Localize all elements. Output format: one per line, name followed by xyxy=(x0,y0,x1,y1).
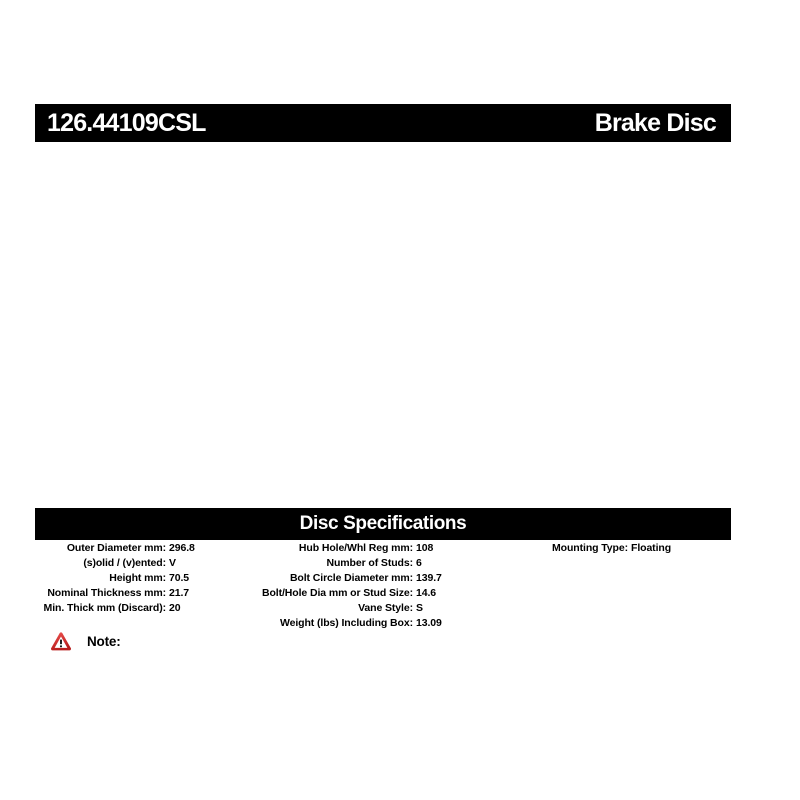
spec-row-nominal-thickness xyxy=(35,586,195,601)
warning-triangle-icon xyxy=(50,629,72,653)
spec-value: Floating xyxy=(631,542,672,554)
spec-label: Weight (lbs) Including Box: xyxy=(279,617,413,629)
spec-value: 70.5 xyxy=(169,572,190,584)
spec-row-number-of-studs xyxy=(230,556,442,571)
header-bar xyxy=(35,104,731,142)
spec-value: 20 xyxy=(169,602,181,614)
spec-value: 6 xyxy=(416,557,422,569)
spec-value: 14.6 xyxy=(416,587,437,599)
spec-value: 21.7 xyxy=(169,587,190,599)
spec-label: Number of Studs: xyxy=(326,557,413,569)
spec-column-left xyxy=(35,541,195,616)
spec-row-bolt-hole-dia xyxy=(230,586,442,601)
spec-row-height xyxy=(35,571,195,586)
spec-label: Height mm: xyxy=(109,572,166,584)
spec-value: V xyxy=(169,557,176,569)
spec-label: Nominal Thickness mm: xyxy=(47,587,166,599)
spec-label: Bolt/Hole Dia mm or Stud Size: xyxy=(261,587,413,599)
spec-title-bar xyxy=(35,508,731,540)
spec-label: Bolt Circle Diameter mm: xyxy=(289,572,413,584)
spec-label: Mounting Type: xyxy=(552,542,628,554)
spec-column-right xyxy=(520,541,671,556)
spec-row-outer-diameter xyxy=(35,541,195,556)
spec-label: Hub Hole/Whl Reg mm: xyxy=(298,542,413,554)
spec-row-vane-style xyxy=(230,601,442,616)
spec-label: Vane Style: xyxy=(358,602,413,614)
spec-value: 139.7 xyxy=(416,572,442,584)
spec-value: S xyxy=(416,602,423,614)
spec-row-bolt-circle-diameter xyxy=(230,571,442,586)
spec-row-weight xyxy=(230,616,442,631)
spec-label: Min. Thick mm (Discard): xyxy=(43,602,166,614)
spec-label: Outer Diameter mm: xyxy=(66,542,166,554)
part-number: 126.44109CSL xyxy=(47,108,206,137)
spec-title: Disc Specifications xyxy=(299,513,467,534)
spec-row-solid-vented xyxy=(35,556,195,571)
spec-row-min-thick xyxy=(35,601,195,616)
note-row xyxy=(50,629,121,654)
spec-column-middle xyxy=(230,541,442,631)
spec-row-hub-hole xyxy=(230,541,442,556)
spec-label: (s)olid / (v)ented: xyxy=(83,557,166,569)
spec-value: 108 xyxy=(416,542,434,554)
spec-value: 296.8 xyxy=(169,542,195,554)
spec-row-mounting-type xyxy=(520,541,671,556)
spec-value: 13.09 xyxy=(416,617,442,629)
note-label: Note: xyxy=(87,634,121,649)
product-title: Brake Disc xyxy=(594,108,716,137)
